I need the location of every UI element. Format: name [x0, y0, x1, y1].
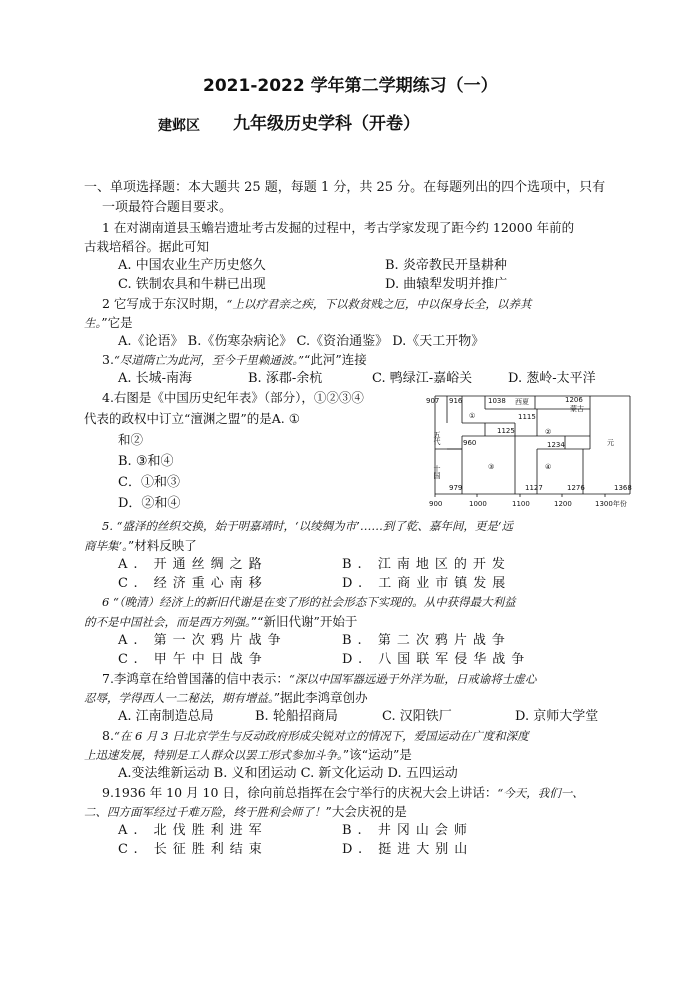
q4-option-d: D．②和④ [118, 496, 181, 511]
q5-option-d: D. 工商业市镇发展 [342, 576, 512, 591]
district-label: 建邺区 [158, 118, 200, 134]
label-960: 960 [463, 439, 477, 447]
q3-option-b: B. 涿郡-余杭 [248, 371, 323, 386]
label-circle-4: ④ [545, 463, 552, 471]
q9-stem [102, 784, 584, 802]
q4-stem: 4.右图是《中国历史纪年表》（部分），①②③④ [102, 390, 364, 405]
label-916: 916 [449, 397, 463, 405]
q1-stem: 1 在对湖南道县玉蟾岩遗址考古发掘的过程中，考古学家发现了距今约 12000 年前的 [102, 220, 575, 235]
q8-stem-cont [84, 746, 412, 764]
q2-stem-cont [84, 314, 133, 332]
q9-option-c: C. 长征胜利结束 [118, 842, 268, 857]
label-circle-2: ② [545, 428, 552, 436]
label-979: 979 [449, 484, 463, 492]
q3-option-a: A. 长城-南海 [118, 371, 193, 386]
q9-stem-cont [84, 803, 407, 821]
q9-stem-tail: ”大会庆祝的是 [325, 804, 407, 819]
q5-stem-tail: ”材料反映了 [127, 538, 197, 553]
label-1368: 1368 [614, 484, 632, 492]
q9-quote-end: 二、四方面军经过千难万险，终于胜利会师了！ [84, 805, 326, 819]
q1-stem-cont: 古栽培稻谷。据此可知 [84, 239, 210, 254]
label-907: 907 [426, 397, 440, 405]
q6-stem-cont [84, 613, 357, 631]
label-menggu: 蒙古 [570, 405, 584, 413]
q6-option-b: B. 第二次鸦片战争 [342, 633, 511, 648]
q6-stem-tail: ”“新旧代谢”开始于 [250, 614, 358, 629]
q5-option-a: A. 开通丝绸之路 [118, 557, 268, 572]
q9-option-b: B. 井冈山会师 [342, 823, 473, 838]
q8-quote-end: 上迅速发展，特别是工人群众以罢工形式参加斗争。 [84, 748, 343, 762]
section-heading: 一、单项选择题：本大题共 25 题，每题 1 分，共 25 分。在每题列出的四个选项中，只有 [84, 180, 606, 195]
q5-option-b: B. 江南地区的开发 [342, 557, 511, 572]
q4-stem-cont: 代表的政权中订立“澶渊之盟”的是A. ① [84, 411, 300, 426]
q2-stem-tail: ”它是 [101, 315, 133, 330]
q2-stem-lead: 2 它写成于东汉时期， [102, 296, 227, 311]
axis-1000: 1000 [469, 500, 487, 508]
q8-options: A.变法维新运动 B. 义和团运动 C. 新文化运动 D. 五四运动 [118, 766, 458, 781]
q7-quote: “深以中国军器远逊于外洋为耻，日戒谕将士虚心 [288, 672, 537, 686]
q6-option-c: C. 甲午中日战争 [118, 652, 268, 667]
q8-number: 8. [102, 728, 114, 743]
q8-stem [102, 727, 529, 745]
q4-stem-cont2: 和② [118, 432, 144, 447]
exam-title: 2021-2022 学年第二学期练习（一） [203, 76, 498, 96]
q1-option-c: C. 铁制农具和牛耕已出现 [118, 277, 266, 292]
q6-option-a: A. 第一次鸦片战争 [118, 633, 287, 648]
q7-option-a: A. 江南制造总局 [118, 709, 214, 724]
axis-900: 900 [429, 500, 443, 508]
label-1125: 1125 [497, 427, 515, 435]
q2-stem [102, 295, 531, 313]
label-yuan: 元 [607, 439, 614, 447]
label-shiguo: 十国 [433, 465, 441, 479]
q1-option-b: B. 炎帝教民开垦耕种 [385, 258, 507, 273]
section-heading-cont: 一项最符合题目要求。 [102, 200, 233, 215]
axis-1300: 1300年份 [595, 500, 627, 508]
label-xixia: 西夏 [515, 398, 529, 406]
q7-stem-tail: ”据此李鸿章创办 [273, 690, 368, 705]
exam-subtitle: 九年级历史学科（开卷） [233, 114, 420, 134]
q4-option-c: C．①和③ [118, 475, 180, 490]
label-1115: 1115 [518, 413, 536, 421]
q8-stem-tail: ”该“运动”是 [342, 747, 412, 762]
q3-stem-tail: “此河”连接 [303, 352, 367, 367]
q8-quote: “在 6 月 3 日北京学生与反动政府形成尖锐对立的情况下，爱国运动在广度和深度 [113, 729, 529, 743]
q7-option-d: D. 京师大学堂 [515, 709, 599, 724]
q2-options: A.《论语》 B.《伤寒杂病论》 C.《资治通鉴》 D.《天工开物》 [118, 334, 485, 349]
q2-quote: “上以疗君亲之疾，下以救贫贱之厄，中以保身长全，以养其 [226, 297, 532, 311]
history-timeline-chart [425, 393, 655, 509]
q7-quote-end: 忍辱，学得西人一二秘法，期有增益。 [84, 691, 274, 705]
q6-quote-end: 的不是中国社会，而是西方列强。 [84, 615, 251, 629]
q3-number: 3. [102, 352, 114, 367]
q6-option-d: D. 八国联军侵华战争 [342, 652, 531, 667]
label-1038: 1038 [488, 397, 506, 405]
q5-quote-end: 商毕集’。 [84, 539, 128, 553]
label-1127: 1127 [525, 484, 543, 492]
q5-option-c: C. 经济重心南移 [118, 576, 268, 591]
label-1234: 1234 [547, 441, 565, 449]
label-circle-3: ③ [488, 463, 495, 471]
q9-option-d: D. 挺进大别山 [342, 842, 474, 857]
q3-stem [102, 351, 367, 369]
q1-option-a: A. 中国农业生产历史悠久 [118, 258, 266, 273]
q3-option-c: C. 鸭绿江-嘉峪关 [372, 371, 473, 386]
q1-option-d: D. 曲辕犁发明并推广 [385, 277, 508, 292]
axis-1200: 1200 [554, 500, 572, 508]
label-wudai: 五代 [433, 431, 441, 445]
q5-stem: 5. “盛泽的丝织交换，始于明嘉靖时，‘以绫绸为市’……到了乾、嘉年间，更是‘远 [102, 519, 513, 533]
q9-stem-lead: 9.1936 年 10 月 10 日，徐向前总指挥在会宁举行的庆祝大会上讲话： [102, 785, 498, 800]
q7-stem [102, 670, 536, 688]
q9-quote: “今天，我们一、 [497, 786, 584, 800]
q5-stem-cont [84, 537, 197, 555]
q7-stem-cont [84, 689, 368, 707]
q7-stem-lead: 7.李鸿章在给曾国藩的信中表示： [102, 671, 289, 686]
q6-stem: 6 “（晚清）经济上的新旧代谢是在变了形的社会形态下实现的。从中获得最大利益 [102, 595, 516, 609]
q9-option-a: A. 北伐胜利进军 [118, 823, 268, 838]
q7-option-c: C. 汉阳铁厂 [382, 709, 452, 724]
label-1206: 1206 [565, 396, 583, 404]
q4-option-b: B. ③和④ [118, 454, 174, 469]
q2-quote-end: 生。 [84, 316, 102, 330]
q3-quote: “尽道隋亡为此河，至今千里赖通波。” [113, 353, 304, 367]
axis-1100: 1100 [512, 500, 530, 508]
label-circle-1: ① [469, 412, 476, 420]
label-1276: 1276 [567, 484, 585, 492]
q7-option-b: B. 轮船招商局 [255, 709, 338, 724]
q3-option-d: D. 葱岭-太平洋 [508, 371, 596, 386]
